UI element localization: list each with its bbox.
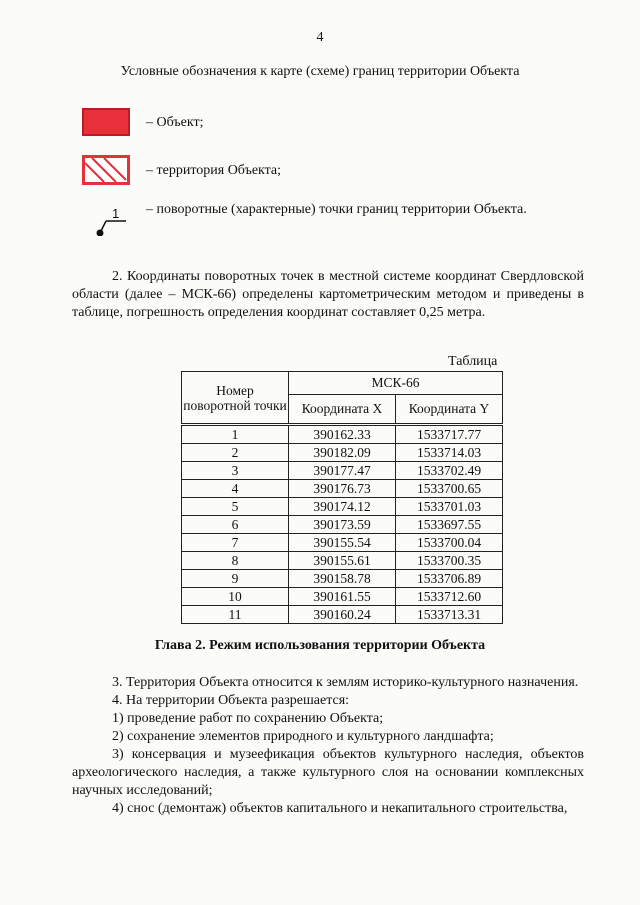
list-item-1: 1) проведение работ по сохранению Объекта; bbox=[112, 711, 384, 726]
cell-point-number: 1 bbox=[182, 425, 289, 444]
legend-title: Условные обозначения к карте (схеме) границ территории Объекта bbox=[120, 64, 520, 79]
paragraph-3: 3. Территория Объекта относится к землям историко-культурного назначения. bbox=[112, 675, 579, 690]
table-row bbox=[182, 588, 503, 606]
section-2-text: 2. Координаты поворотных точек в местной системе координат Свердловской области (далее – МСК-66) определены картометрическим методом и приведены в таблице, погрешность определения координат составляет 0,25 метра. bbox=[72, 269, 584, 320]
table-row bbox=[182, 570, 503, 588]
cell-point-number: 5 bbox=[182, 498, 289, 516]
section-2-paragraph bbox=[72, 268, 584, 322]
paragraph-4: 4. На территории Объекта разрешается: bbox=[112, 693, 350, 708]
chapter-2-title: Глава 2. Режим использования территории Объекта bbox=[154, 638, 486, 653]
cell-x: 390155.54 bbox=[289, 534, 396, 552]
cell-y: 1533713.31 bbox=[396, 606, 503, 624]
cell-y: 1533714.03 bbox=[396, 444, 503, 462]
cell-y: 1533697.55 bbox=[396, 516, 503, 534]
red-filled-square-icon bbox=[82, 108, 130, 136]
legend-item-points bbox=[0, 204, 640, 236]
legend-item-object bbox=[0, 108, 640, 140]
cell-x: 390177.47 bbox=[289, 462, 396, 480]
table-row bbox=[182, 425, 503, 444]
page-number: 4 bbox=[316, 30, 324, 45]
list-item-3: 3) консервация и музеефикация объектов культурного наследия, объектов археологического наследия, а также культурного слоя на основании комплексных научных исследований; bbox=[72, 747, 584, 798]
table-row bbox=[182, 444, 503, 462]
cell-y: 1533701.03 bbox=[396, 498, 503, 516]
cell-y: 1533717.77 bbox=[396, 425, 503, 444]
cell-y: 1533712.60 bbox=[396, 588, 503, 606]
red-hatched-square-icon bbox=[82, 155, 130, 185]
cell-x: 390162.33 bbox=[289, 425, 396, 444]
chapter-2-body bbox=[72, 674, 584, 818]
legend-label-object: – Объект; bbox=[146, 115, 204, 130]
cell-y: 1533702.49 bbox=[396, 462, 503, 480]
cell-x: 390161.55 bbox=[289, 588, 396, 606]
legend-item-territory bbox=[0, 155, 640, 187]
coordinates-table bbox=[181, 371, 503, 624]
cell-point-number: 9 bbox=[182, 570, 289, 588]
cell-point-number: 6 bbox=[182, 516, 289, 534]
cell-x: 390182.09 bbox=[289, 444, 396, 462]
header-system: МСК-66 bbox=[289, 372, 503, 395]
cell-point-number: 4 bbox=[182, 480, 289, 498]
list-item-4: 4) снос (демонтаж) объектов капитального и некапитального строительства, bbox=[112, 801, 568, 816]
table-body bbox=[182, 425, 503, 624]
table-row bbox=[182, 534, 503, 552]
cell-x: 390155.61 bbox=[289, 552, 396, 570]
header-y: Координата Y bbox=[396, 395, 503, 425]
cell-point-number: 11 bbox=[182, 606, 289, 624]
legend-label-points: – поворотные (характерные) точки границ территории Объекта. bbox=[146, 202, 527, 217]
cell-point-number: 8 bbox=[182, 552, 289, 570]
table-caption: Таблица bbox=[448, 354, 498, 369]
table-row bbox=[182, 606, 503, 624]
table-row bbox=[182, 552, 503, 570]
point-symbol-label: 1 bbox=[112, 206, 120, 221]
cell-y: 1533700.04 bbox=[396, 534, 503, 552]
table-row bbox=[182, 498, 503, 516]
cell-y: 1533700.65 bbox=[396, 480, 503, 498]
header-point-number: Номер поворотной точки bbox=[182, 372, 289, 425]
table-row bbox=[182, 480, 503, 498]
legend-label-territory: – территория Объекта; bbox=[146, 163, 282, 178]
table-row bbox=[182, 462, 503, 480]
cell-x: 390158.78 bbox=[289, 570, 396, 588]
list-item-2: 2) сохранение элементов природного и культурного ландшафта; bbox=[112, 729, 494, 744]
cell-x: 390176.73 bbox=[289, 480, 396, 498]
cell-y: 1533700.35 bbox=[396, 552, 503, 570]
cell-x: 390160.24 bbox=[289, 606, 396, 624]
cell-x: 390174.12 bbox=[289, 498, 396, 516]
cell-point-number: 10 bbox=[182, 588, 289, 606]
cell-point-number: 3 bbox=[182, 462, 289, 480]
cell-y: 1533706.89 bbox=[396, 570, 503, 588]
table-row bbox=[182, 516, 503, 534]
boundary-point-icon bbox=[94, 204, 134, 236]
cell-point-number: 2 bbox=[182, 444, 289, 462]
cell-x: 390173.59 bbox=[289, 516, 396, 534]
header-x: Координата X bbox=[289, 395, 396, 425]
cell-point-number: 7 bbox=[182, 534, 289, 552]
